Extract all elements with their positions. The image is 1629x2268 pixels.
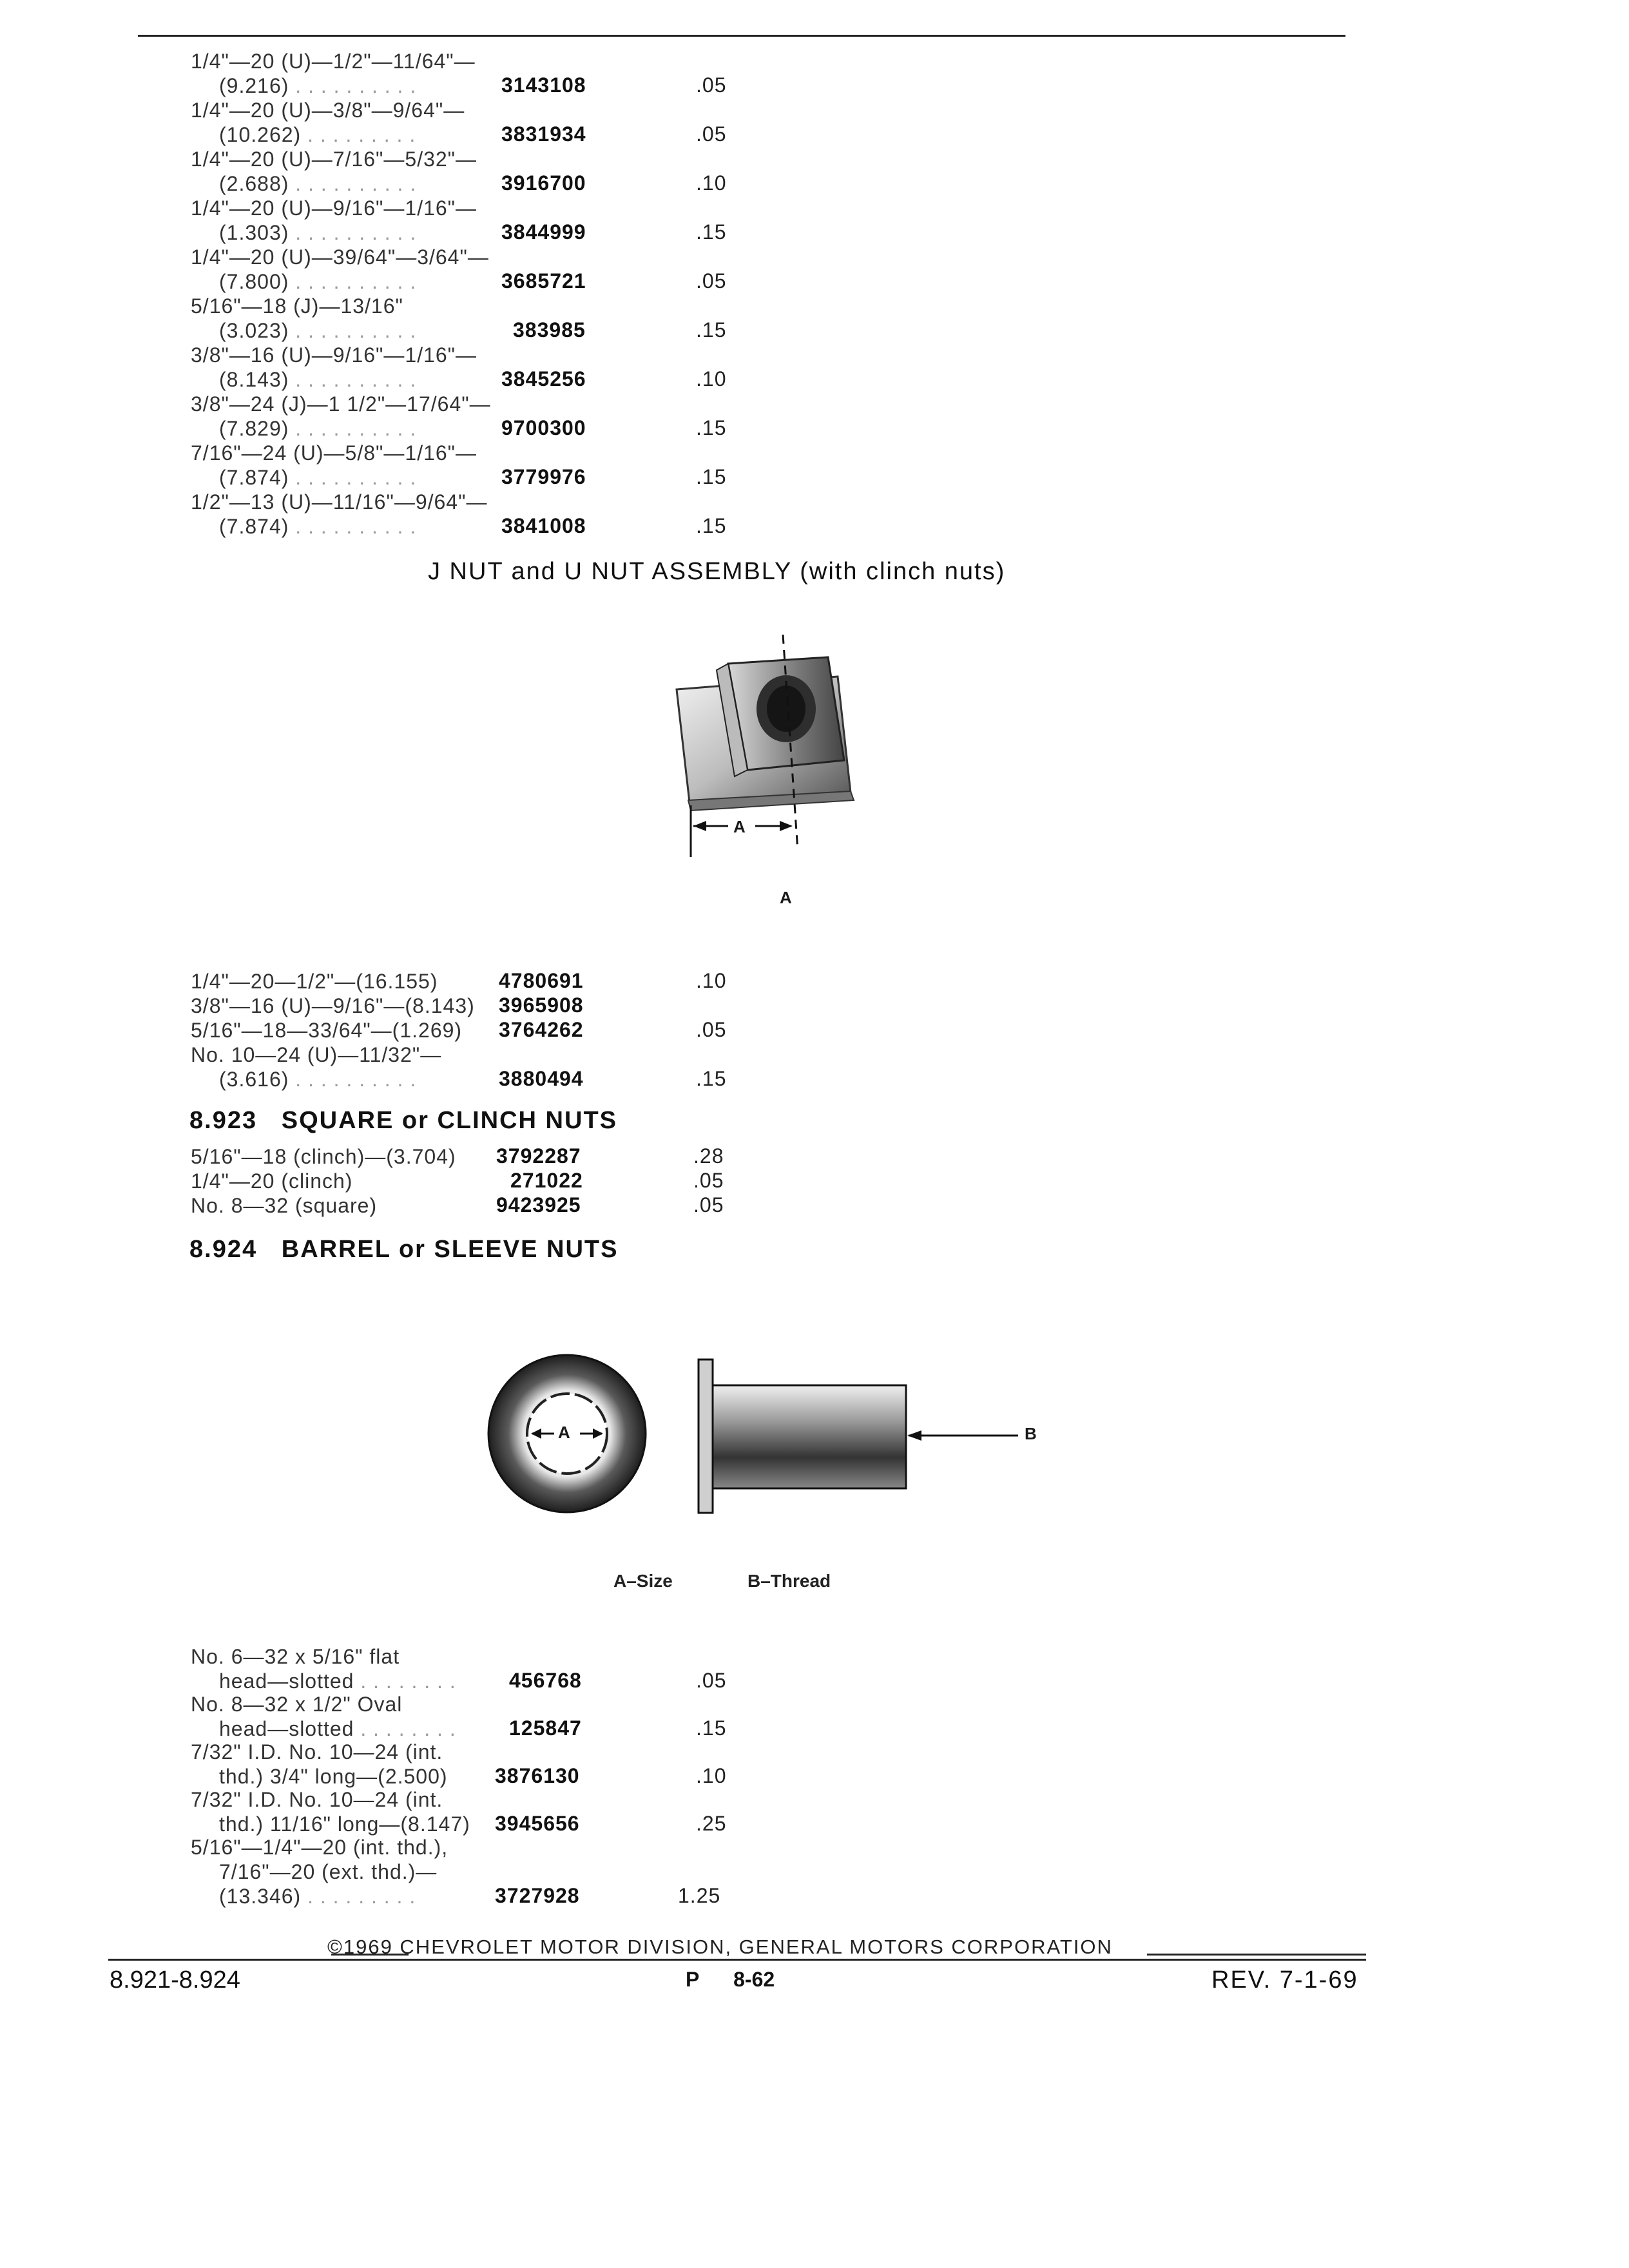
- item-description-cont: 7/16"—20 (ext. thd.)—: [219, 1860, 438, 1883]
- item-description-cont: (9.216): [219, 74, 289, 97]
- item-description-cont: head—slotted: [219, 1669, 354, 1693]
- item-description: 1/4"—20—1/2"—(16.155): [191, 970, 438, 993]
- copyright-line: ©1969 CHEVROLET MOTOR DIVISION, GENERAL MOTORS CORPORATION: [327, 1936, 1113, 1958]
- list-item: 1/4"—20 (U)—7/16"—5/32"— (2.688) . . . . . . . . . . 3916700 .10: [191, 147, 964, 196]
- section-heading-barrel: 8.924 BARREL or SLEEVE NUTS: [189, 1236, 619, 1263]
- jnut-figure: [657, 631, 889, 915]
- price: .28: [693, 1144, 724, 1168]
- part-number: 125847: [509, 1716, 582, 1740]
- item-description-cont: (7.874): [219, 515, 289, 538]
- item-description-cont: thd.) 11/16" long—(8.147): [219, 1812, 470, 1836]
- part-number: 3143108: [501, 73, 586, 97]
- item-description: 7/32" I.D. No. 10—24 (int.: [191, 1740, 443, 1763]
- list-item: 1/2"—13 (U)—11/16"—9/64"— (7.874) . . . . . . . . . . 3841008 .15: [191, 490, 964, 539]
- dimension-label-b: B: [1025, 1424, 1037, 1443]
- part-number: 271022: [510, 1169, 583, 1192]
- part-number: 9423925: [496, 1193, 581, 1216]
- nut-list-a: [191, 49, 964, 539]
- part-number: 3880494: [499, 1067, 584, 1090]
- list-item: [191, 1787, 964, 1835]
- revision-date: REV. 7-1-69: [1211, 1966, 1358, 1994]
- item-description: 1/4"—20 (U)—39/64"—3/64"—: [191, 245, 489, 269]
- barrel-figure: [477, 1340, 1057, 1611]
- item-description-cont: (10.262): [219, 123, 302, 146]
- item-description: 1/4"—20 (U)—9/16"—1/16"—: [191, 197, 477, 220]
- price: .05: [693, 1193, 724, 1216]
- part-number: 3685721: [501, 269, 586, 293]
- part-number: 3876130: [495, 1764, 580, 1787]
- item-description: 1/2"—13 (U)—11/16"—9/64"—: [191, 490, 488, 514]
- list-item: 3/8"—24 (J)—1 1/2"—17/64"— (7.829) . . . . . . . . . . 9700300 .15: [191, 392, 964, 441]
- price: .15: [696, 318, 727, 341]
- section-heading-square: 8.923 SQUARE or CLINCH NUTS: [189, 1107, 617, 1134]
- caption-b-thread: B–Thread: [747, 1571, 831, 1591]
- part-number: 3779976: [501, 465, 586, 488]
- item-description: No. 8—32 (square): [191, 1194, 378, 1217]
- list-item: 1/4"—20 (U)—1/2"—11/64"— (9.216) . . . . . . . . . . 3143108 .05: [191, 49, 964, 98]
- list-item: 1/4"—20 (U)—9/16"—1/16"— (1.303) . . . . . . . . . . 3844999 .15: [191, 196, 964, 245]
- item-description: 3/8"—16 (U)—9/16"—1/16"—: [191, 343, 477, 367]
- list-item: No. 10—24 (U)—11/32"— (3.616) . . . . . . . . . . 3880494 .15: [191, 1043, 964, 1091]
- price: .15: [696, 1716, 727, 1740]
- list-item: [191, 1169, 964, 1193]
- list-item: [191, 1740, 964, 1787]
- list-item: 7/16"—24 (U)—5/8"—1/16"— (7.874) . . . . . . . . . . 3779976 .15: [191, 441, 964, 490]
- item-description-cont: (7.829): [219, 417, 289, 440]
- item-description-cont: (13.346): [219, 1885, 302, 1908]
- dimension-label-a: A: [733, 817, 746, 836]
- price: .10: [696, 367, 727, 390]
- item-description-cont: (7.874): [219, 466, 289, 489]
- part-number: 3845256: [501, 367, 586, 390]
- list-item: 5/16"—1/4"—20 (int. thd.), 7/16"—20 (ext. thd.)— (13.346) . . . . . . . . . 3727928 1.25: [191, 1835, 964, 1908]
- price: .15: [696, 514, 727, 537]
- item-description-cont: (8.143): [219, 368, 289, 391]
- list-item: [191, 994, 964, 1018]
- part-number: 3965908: [499, 994, 584, 1017]
- price: .10: [696, 969, 727, 992]
- part-number: 9700300: [501, 416, 586, 439]
- item-description: 7/16"—24 (U)—5/8"—1/16"—: [191, 441, 477, 465]
- list-item: 1/4"—20 (U)—3/8"—9/64"— (10.262) . . . . . . . . . 3831934 .05: [191, 98, 964, 147]
- part-number: 383985: [513, 318, 586, 341]
- figure-caption: A: [780, 888, 792, 907]
- square-nut-list: [191, 1144, 964, 1218]
- price: .05: [696, 73, 727, 97]
- list-item: [191, 1144, 964, 1169]
- part-number: 3916700: [501, 171, 586, 195]
- price: .15: [696, 220, 727, 244]
- page-number: P 8-62: [686, 1968, 775, 1991]
- list-item: No. 6—32 x 5/16" flat head—slotted . . . . . . . . 456768 .05: [191, 1644, 964, 1692]
- part-number: 3764262: [499, 1018, 584, 1041]
- item-description-cont: (7.800): [219, 270, 289, 293]
- item-description-cont: (3.616): [219, 1068, 289, 1091]
- caption-a-size: A–Size: [613, 1571, 673, 1591]
- item-description: 1/4"—20 (U)—7/16"—5/32"—: [191, 148, 477, 171]
- part-number: 456768: [509, 1669, 582, 1692]
- item-description: 1/4"—20 (U)—3/8"—9/64"—: [191, 99, 465, 122]
- part-number: 3844999: [501, 220, 586, 244]
- item-description: 7/32" I.D. No. 10—24 (int.: [191, 1788, 443, 1811]
- price: .05: [693, 1169, 724, 1192]
- item-description: 5/16"—1/4"—20 (int. thd.),: [191, 1836, 448, 1859]
- part-number: 3727928: [495, 1884, 580, 1907]
- top-rule: [138, 35, 1345, 37]
- item-description: No. 6—32 x 5/16" flat: [191, 1645, 400, 1668]
- section-range: 8.921-8.924: [110, 1966, 240, 1994]
- price: 1.25: [678, 1884, 721, 1907]
- part-number: 3841008: [501, 514, 586, 537]
- footer-rule-right: [1147, 1954, 1366, 1956]
- section-heading-jnut: J NUT and U NUT ASSEMBLY (with clinch nuts): [428, 558, 1006, 585]
- price: .10: [696, 171, 727, 195]
- part-number: 3792287: [496, 1144, 581, 1168]
- nut-list-b: [191, 969, 964, 1091]
- part-number: 3945656: [495, 1812, 580, 1835]
- footer-rule-full: [108, 1959, 1366, 1961]
- price: .15: [696, 465, 727, 488]
- price: .15: [696, 416, 727, 439]
- list-item: [191, 1193, 964, 1218]
- item-description-cont: thd.) 3/4" long—(2.500): [219, 1765, 448, 1788]
- item-description-cont: (2.688): [219, 172, 289, 195]
- item-description-cont: (3.023): [219, 319, 289, 342]
- list-item: 5/16"—18 (J)—13/16" (3.023) . . . . . . . . . . 383985 .15: [191, 294, 964, 343]
- item-description-cont: head—slotted: [219, 1717, 354, 1740]
- list-item: 1/4"—20 (U)—39/64"—3/64"— (7.800) . . . . . . . . . . 3685721 .05: [191, 245, 964, 294]
- part-number: 3831934: [501, 122, 586, 146]
- item-description: 1/4"—20 (clinch): [191, 1169, 353, 1193]
- price: .25: [696, 1812, 727, 1835]
- list-item: [191, 969, 964, 994]
- item-description: 3/8"—24 (J)—1 1/2"—17/64"—: [191, 392, 491, 416]
- price: .05: [696, 122, 727, 146]
- item-description: 5/16"—18—33/64"—(1.269): [191, 1019, 463, 1042]
- item-description-cont: (1.303): [219, 221, 289, 244]
- part-number: 4780691: [499, 969, 584, 992]
- list-item: No. 8—32 x 1/2" Oval head—slotted . . . . . . . . 125847 .15: [191, 1692, 964, 1740]
- jnut-illustration: [657, 631, 889, 915]
- item-description: 5/16"—18 (clinch)—(3.704): [191, 1145, 456, 1168]
- price: .05: [696, 1669, 727, 1692]
- barrel-nut-list: [191, 1644, 964, 1908]
- item-description: No. 8—32 x 1/2" Oval: [191, 1693, 403, 1716]
- list-item: [191, 1018, 964, 1043]
- item-description: 5/16"—18 (J)—13/16": [191, 294, 403, 318]
- list-item: 3/8"—16 (U)—9/16"—1/16"— (8.143) . . . . . . . . . . 3845256 .10: [191, 343, 964, 392]
- price: .10: [696, 1764, 727, 1787]
- price: .05: [696, 269, 727, 293]
- dimension-label-a: A: [558, 1423, 570, 1442]
- price: .05: [696, 1018, 727, 1041]
- price: .15: [696, 1067, 727, 1090]
- item-description: No. 10—24 (U)—11/32"—: [191, 1043, 442, 1066]
- item-description: 1/4"—20 (U)—1/2"—11/64"—: [191, 50, 476, 73]
- item-description: 3/8"—16 (U)—9/16"—(8.143): [191, 994, 475, 1017]
